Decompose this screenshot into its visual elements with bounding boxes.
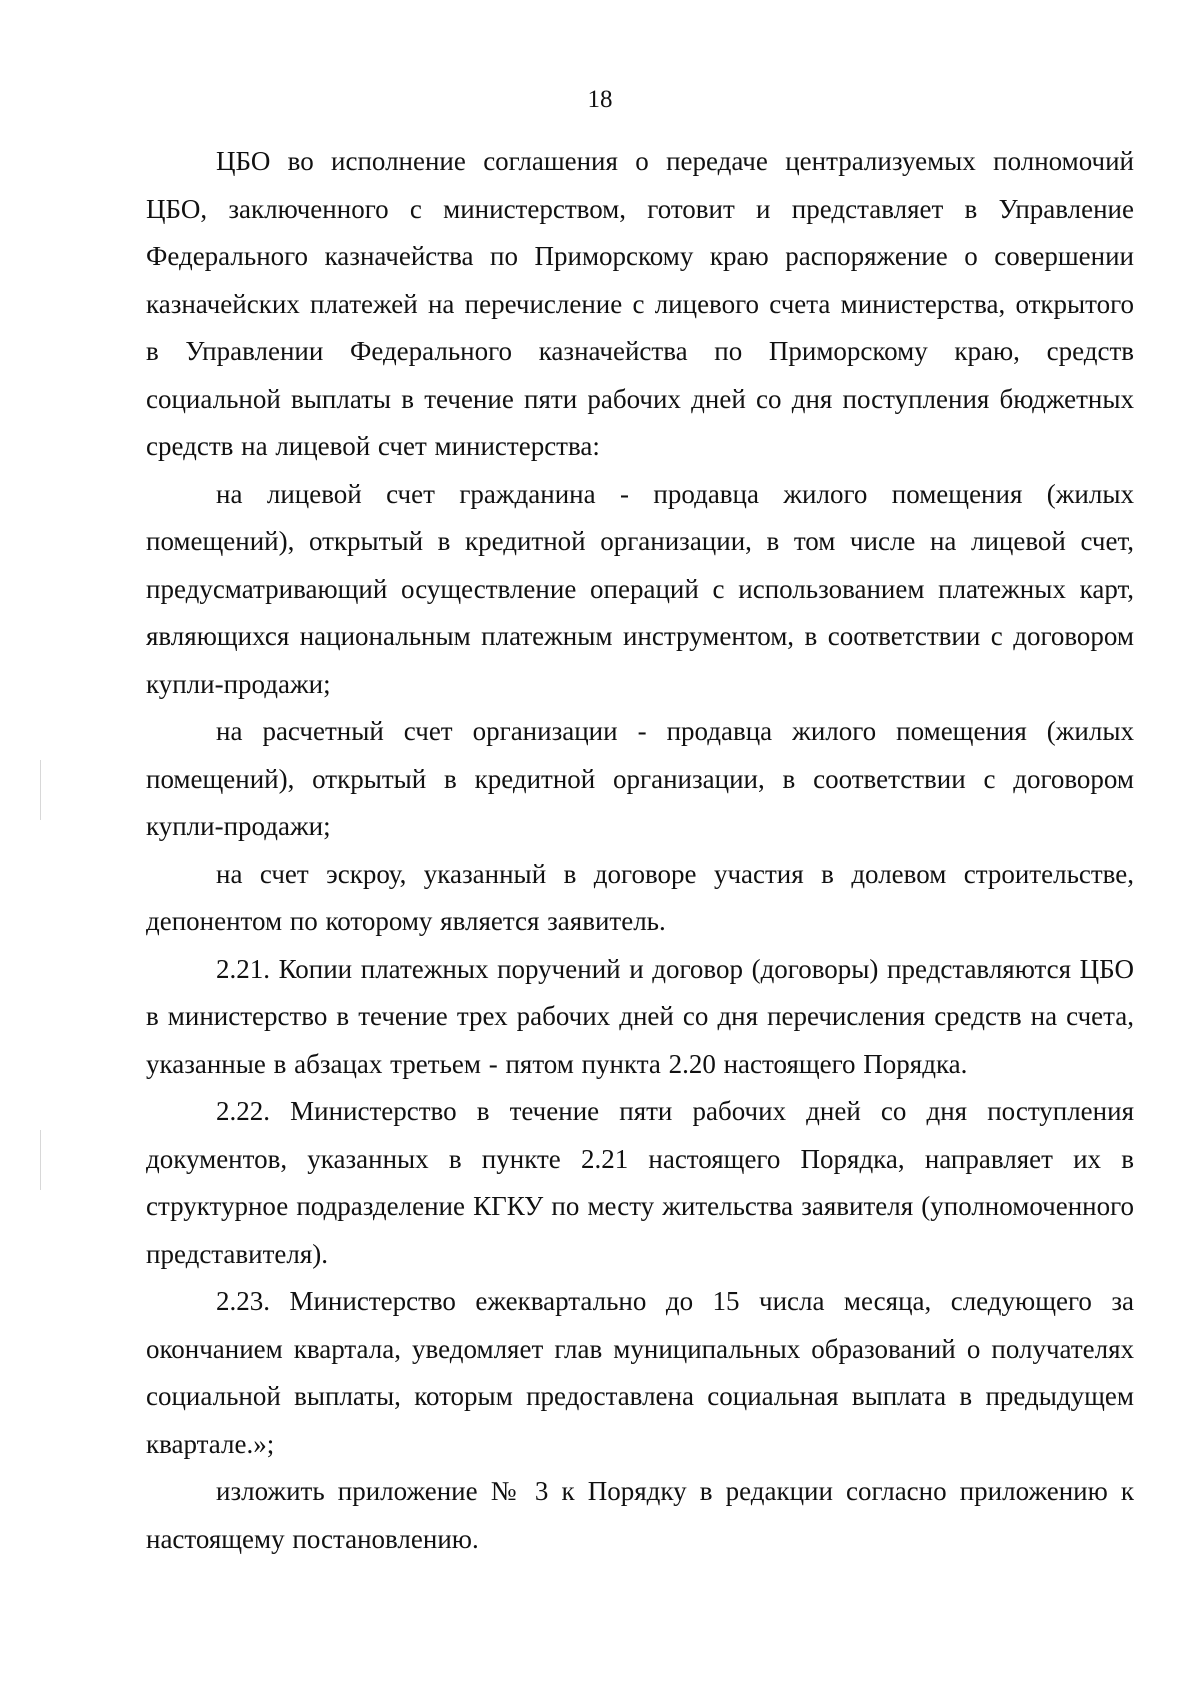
paragraph-2-23: 2.23. Министерство ежеквартально до 15 числа месяца, следующего за окончанием квартала, уведомляет глав муниципальных образований о получателях социальной выплаты, которым предоставлена социальная выплата в предыдущем квартале.»;: [146, 1286, 1134, 1459]
scan-edge-mark: [40, 1130, 41, 1190]
paragraph-2-22: 2.22. Министерство в течение пяти рабочих дней со дня поступления документов, указанных в пункте 2.21 настоящего Порядка, направляет их в структурное подразделение КГКУ по месту жительства заявителя (уполномоченного представителя).: [146, 1096, 1134, 1269]
paragraph-escrow-account: на счет эскроу, указанный в договоре участия в долевом строительстве, депонентом по которому является заявитель.: [146, 858, 1134, 936]
paragraph-citizen-seller-account: на лицевой счет гражданина - продавца жилого помещения (жилых помещений), открытый в кредитной организации, в том числе на лицевой счет, предусматривающий осуществление операций с использованием платежных карт, являющихся национальным платежным инструментом, в соответствии с договором купли-продажи;: [146, 478, 1134, 699]
paragraph-organization-seller-account: на расчетный счет организации - продавца жилого помещения (жилых помещений), открытый в кредитной организации, в соответствии с договором купли-продажи;: [146, 716, 1134, 841]
paragraph-2-21: 2.21. Копии платежных поручений и договор (договоры) представляются ЦБО в министерство в течение трех рабочих дней со дня перечисления средств на счета, указанные в абзацах третьем - пятом пункта 2.20 настоящего Порядка.: [146, 953, 1134, 1079]
document-body: [146, 138, 1134, 1563]
paragraph-cbo-payment: ЦБО во исполнение соглашения о передаче централизуемых полномочий ЦБО, заключенного с министерством, готовит и представляет в Управление Федерального казначейства по Приморскому краю распоряжение о совершении казначейских платежей на перечисление с лицевого счета министерства, открытого в Управлении Федерального казначейства по Приморскому краю, средств социальной выплаты в течение пяти рабочих дней со дня поступления бюджетных средств на лицевой счет министерства:: [146, 146, 1134, 461]
page-number: 18: [587, 86, 613, 113]
scan-edge-mark: [40, 760, 41, 820]
paragraph-appendix-3: изложить приложение № 3 к Порядку в редакции согласно приложению к настоящему постановлению.: [146, 1476, 1134, 1554]
